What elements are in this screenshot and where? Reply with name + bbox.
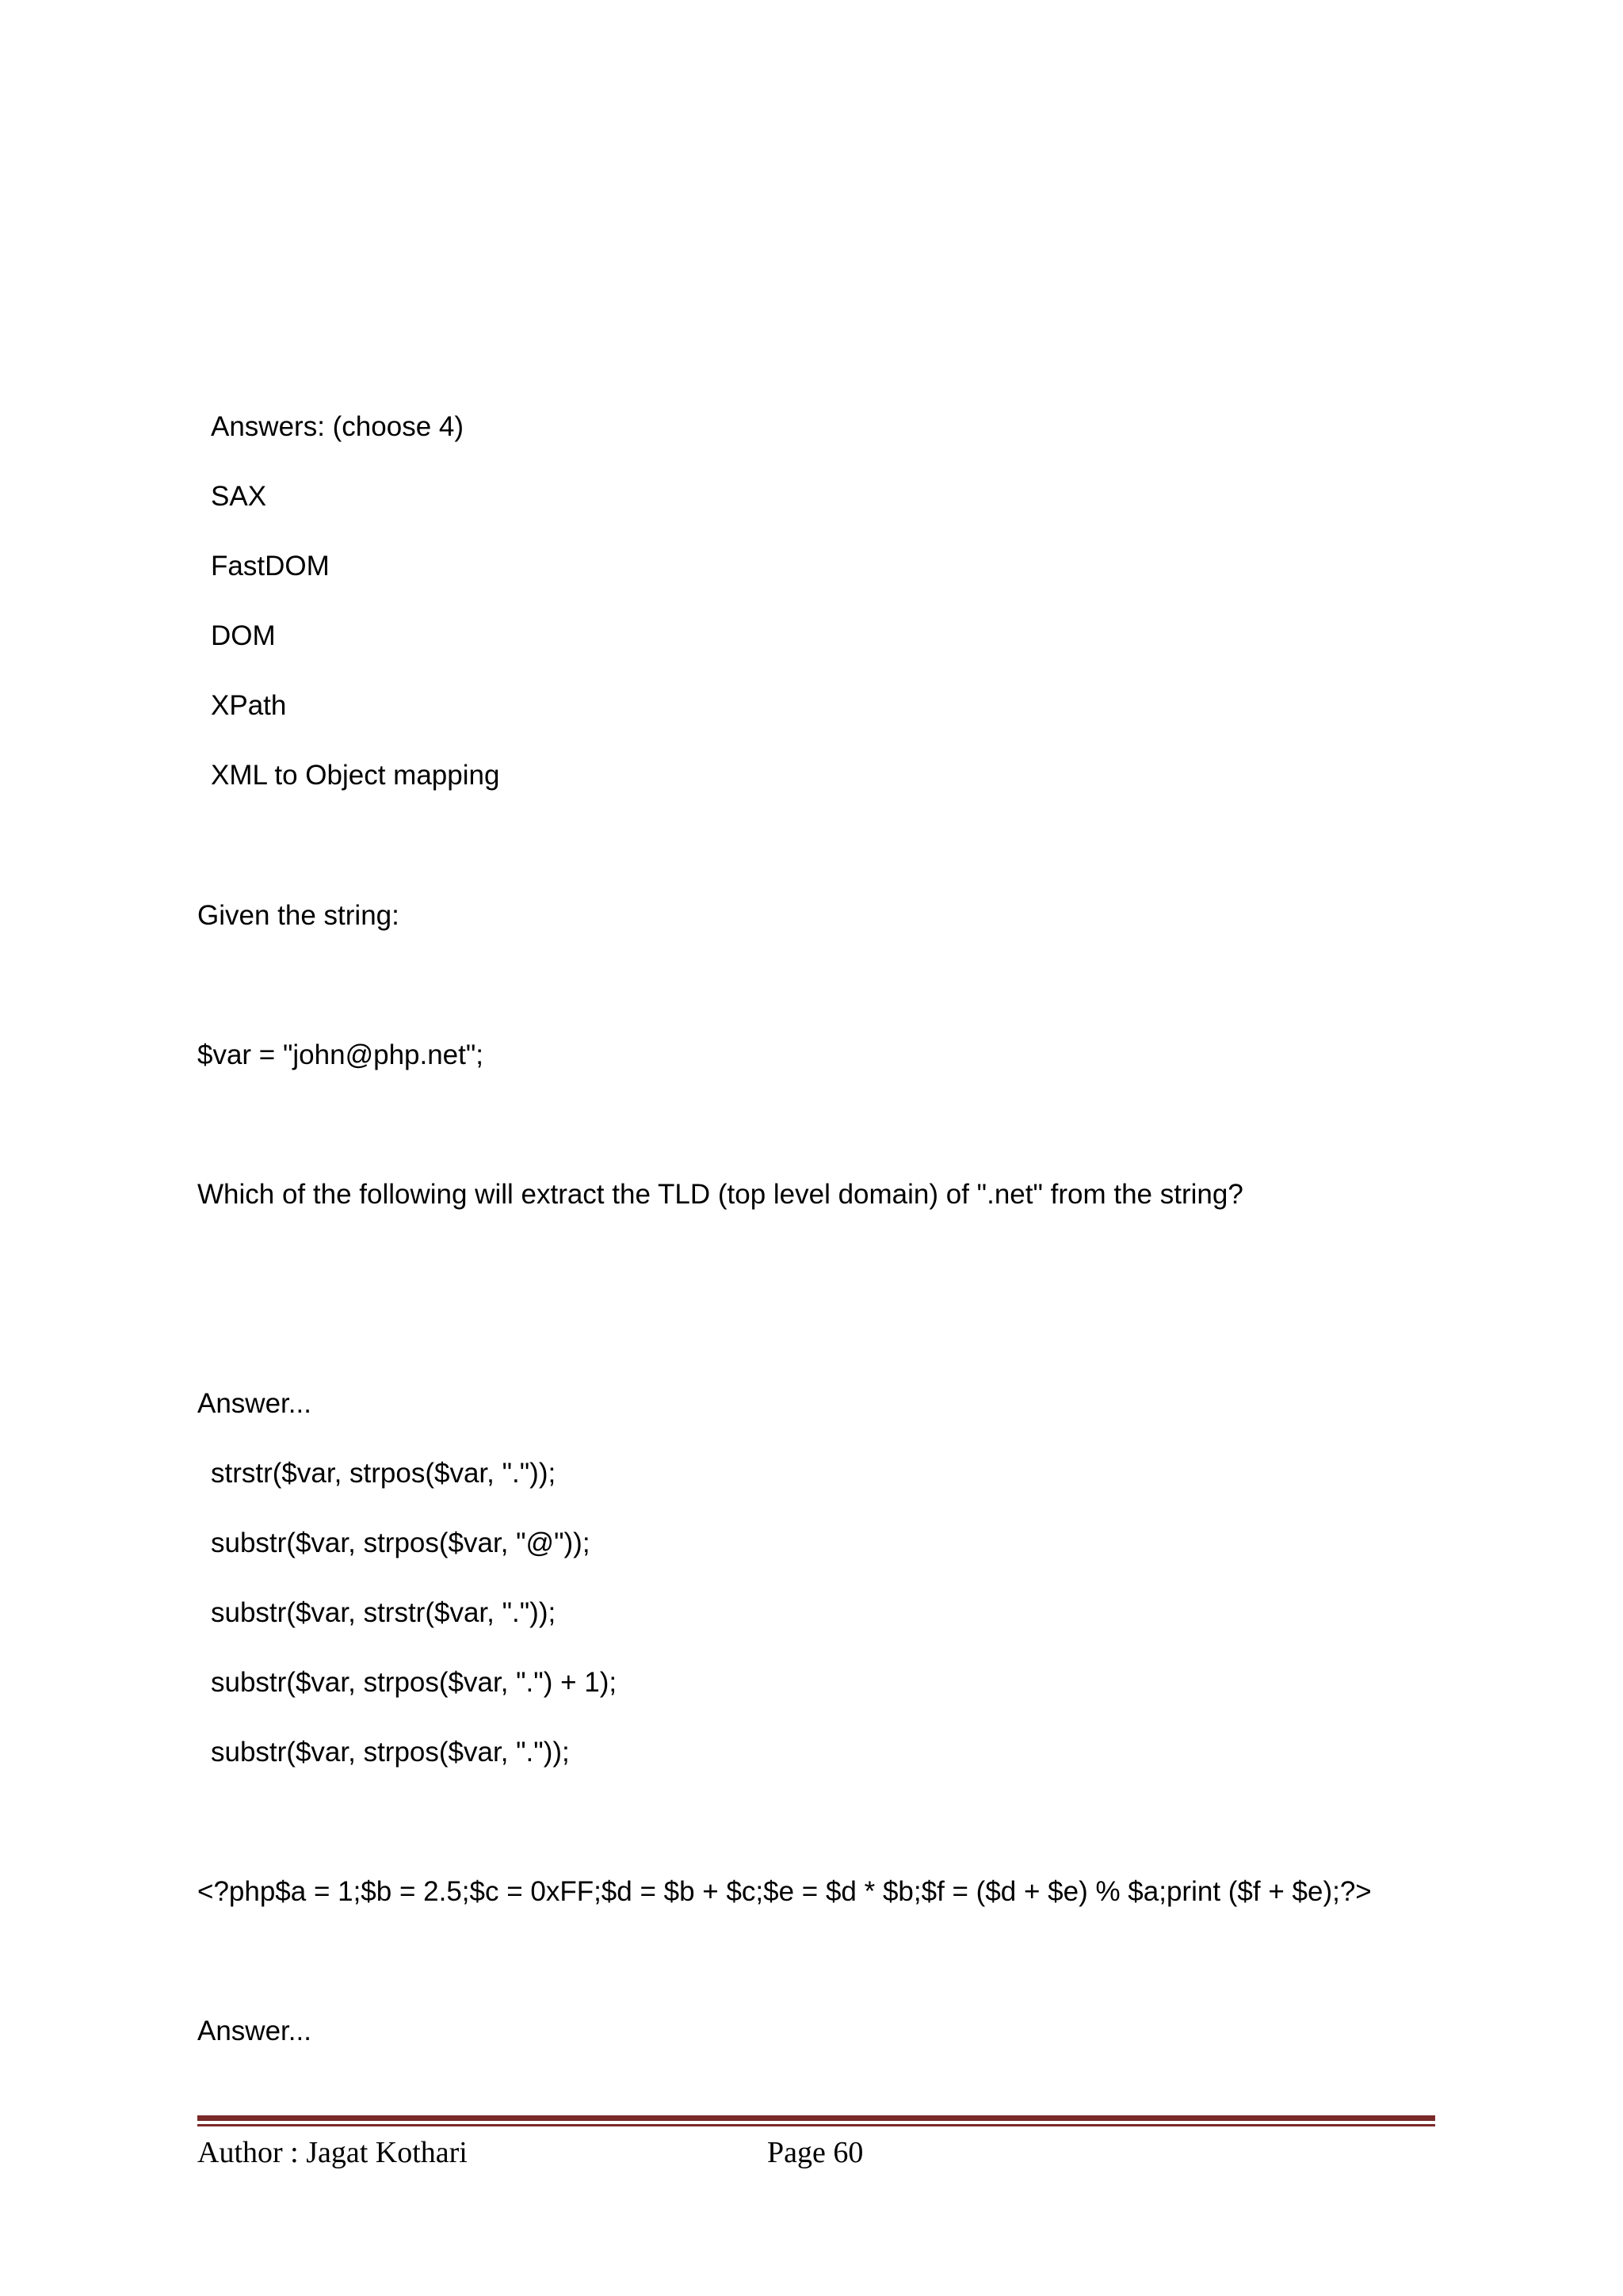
answer-option: FastDOM [211, 551, 330, 582]
footer-author: Author : Jagat Kothari [197, 2136, 468, 2169]
answer-option: XML to Object mapping [211, 760, 500, 791]
answers-label: Answers: (choose 4) [211, 411, 464, 442]
answer-label: Answer... [197, 1388, 311, 1419]
footer-page-number: Page 60 [767, 2136, 864, 2169]
answer-option: substr($var, strpos($var, ".") + 1); [211, 1667, 617, 1698]
answer-option: substr($var, strpos($var, ".")); [211, 1737, 570, 1768]
code-line: <?php$a = 1;$b = 2.5;$c = 0xFF;$d = $b + $c;$e = $d * $b;$f = ($d + $e) % $a;print ($f + $e);?> [197, 1876, 1372, 1907]
answer-option: substr($var, strpos($var, "@")); [211, 1527, 590, 1558]
question-prompt: Which of the following will extract the TLD (top level domain) of ".net" from the string? [197, 1179, 1243, 1210]
answer-label: Answer... [197, 2016, 311, 2046]
footer-rule [197, 2115, 1435, 2121]
answer-option: strstr($var, strpos($var, ".")); [211, 1458, 556, 1489]
answer-option: XPath [211, 690, 287, 721]
answer-option: SAX [211, 481, 267, 512]
answer-option: DOM [211, 620, 276, 651]
question-intro: Given the string: [197, 900, 399, 931]
answer-option: substr($var, strstr($var, ".")); [211, 1597, 556, 1628]
code-line: $var = "john@php.net"; [197, 1039, 484, 1070]
footer-rule-thin [197, 2124, 1435, 2126]
